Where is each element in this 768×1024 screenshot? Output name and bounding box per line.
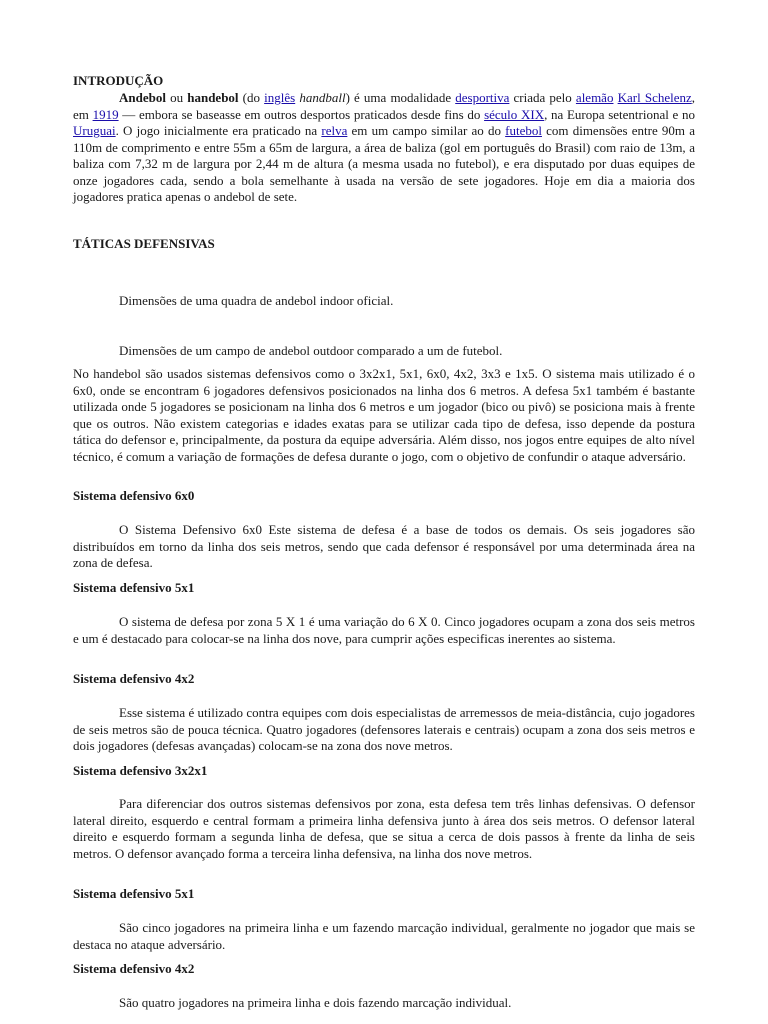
system-title: Sistema defensivo 4x2 — [73, 671, 195, 686]
caption-indoor: Dimensões de uma quadra de andebol indoor oficial. — [119, 293, 394, 308]
system-title: Sistema defensivo 4x2 — [73, 961, 195, 976]
tactics-heading: TÁTICAS DEFENSIVAS — [73, 236, 215, 251]
system-title: Sistema defensivo 5x1 — [73, 580, 195, 595]
system-text: Esse sistema é utilizado contra equipes com dois especialistas de arremessos de meia-distância, cujo jogadores de seis metros são de pouca técnica. Quatro jogadores (defensores laterais e centrais) ocupam a zona dos seis metros e dois jogadores (defesas avançadas) colocam-se na zona dos nove metros. — [73, 705, 695, 753]
system-text: São cinco jogadores na primeira linha e um fazendo marcação individual, geralmente no jogador que mais se destaca no ataque adversário. — [73, 920, 695, 952]
link-seculo-xix[interactable]: século XIX — [484, 106, 545, 122]
link-relva[interactable]: relva — [321, 123, 348, 138]
system-title: Sistema defensivo 3x2x1 — [73, 763, 208, 778]
tactics-overview: No handebol são usados sistemas defensivos como o 3x2x1, 5x1, 6x0, 4x2, 3x3 e 1x5. O sistema mais utilizado é o 6x0, onde se encontram 6 jogadores defensivos posicionados na linha dos 6 metros. A defesa 5x1 também é bastante utilizada onde 5 jogadores se posicionam na linha dos 6 metros e um jogador (bico ou pivô) se posiciona mais à frente que os outros. Não existem categorias e idades exatas para se utilizar cada tipo de defesa, isso depende da postura tática do defensor e, principalmente, da postura da equipe adversária. Além disso, nos jogos entre equipes de alto nível técnico, é comum a variação de formações de defesa durante o jogo, com o objetivo de confundir o ataque adversário. — [73, 366, 695, 464]
link-karl-schelenz[interactable]: Karl Schelenz — [617, 90, 692, 105]
link-alemao[interactable]: alemão — [575, 90, 614, 105]
system-text: Para diferenciar dos outros sistemas defensivos por zona, esta defesa tem três linhas defensivas. O defensor lateral direito, esquerdo e central formam a primeira linha defensiva junto à área dos seis metros. O defensor lateral direito e esquerdo formam a segunda linha de defesa, que se situa a cerca de dois passos à frente da linha de seis metros. O defensor avançado forma a terceira linha defensiva, na linha dos nove metros. — [73, 796, 695, 861]
caption-outdoor: Dimensões de um campo de andebol outdoor comparado a um de futebol. — [119, 343, 503, 358]
intro-heading: INTRODUÇÃO — [73, 73, 164, 88]
link-1919[interactable]: 1919 — [92, 106, 119, 122]
intro-paragraph: Andebol ou handebol (do inglês handball) é uma modalidade desportiva criada pelo alemão Karl Schelenz, em 1919 — embora se baseasse em outros desportos praticados desde fins do século XIX, na Europa setentrional e no Uruguai. O jogo inicialmente era praticado na relva em um campo similar ao do futebol com dimensões entre 90m a 110m de comprimento e entre 55m a 65m de largura, a área de baliza (gol em português do Brasil) com raio de 13m, a baliza com 7,32 m de largura por 2,44 m de altura (a mesma usada no futebol), e era disputado por duas equipes de onze jogadores cada, sendo a bola semelhante à usada na versão de sete jogadores. Hoje em dia a maioria dos jogadores pratica apenas o andebol de sete. — [73, 90, 696, 204]
system-title: Sistema defensivo 5x1 — [73, 886, 195, 901]
system-text: O Sistema Defensivo 6x0 Este sistema de defesa é a base de todos os demais. Os seis jogadores são distribuídos em torno da linha dos seis metros, sendo que cada defensor é responsável por uma determinada área na zona de defesa. — [73, 522, 695, 570]
link-desportiva[interactable]: desportiva — [455, 90, 510, 105]
system-text: O sistema de defesa por zona 5 X 1 é uma variação do 6 X 0. Cinco jogadores ocupam a zona dos seis metros e um é destacado para colocar-se na linha dos nove, para cumprir ações especificas inerentes ao sistema. — [73, 614, 695, 646]
system-text: São quatro jogadores na primeira linha e dois fazendo marcação individual. — [119, 995, 512, 1010]
system-title: Sistema defensivo 6x0 — [73, 488, 195, 503]
link-uruguai[interactable]: Uruguai — [73, 123, 116, 138]
link-futebol[interactable]: futebol — [505, 123, 542, 138]
link-ingles[interactable]: inglês — [264, 90, 296, 105]
